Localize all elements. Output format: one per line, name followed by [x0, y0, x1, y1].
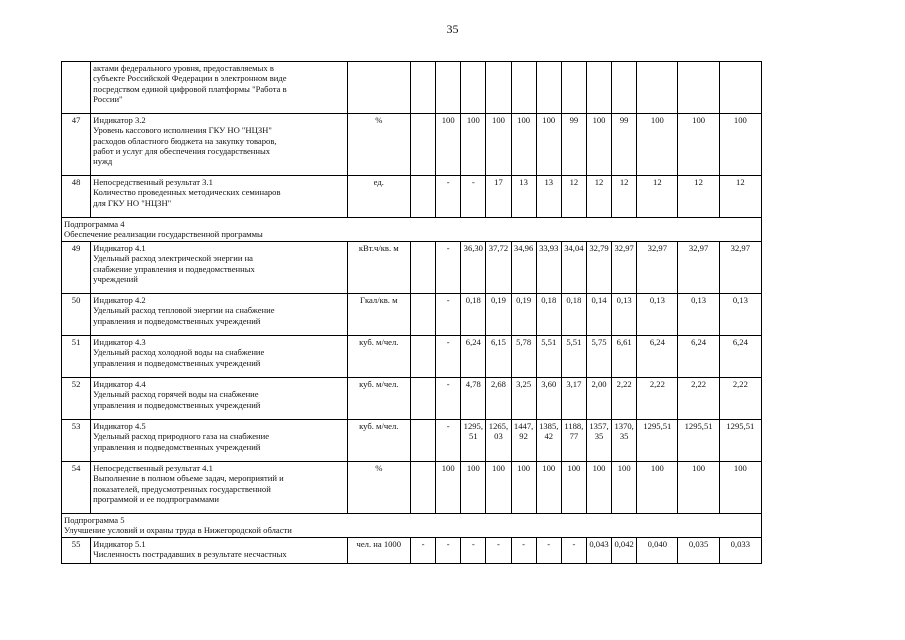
indicator-name-line: актами федерального уровня, предоставляемых в [93, 63, 274, 73]
row-number: 54 [62, 462, 91, 514]
value-cell: 100 [486, 462, 511, 514]
indicator-name-line: Удельный расход электрической энергии на [93, 253, 253, 264]
value-cell [561, 62, 586, 114]
indicator-name-line: Удельный расход природного газа на снабжение [93, 431, 270, 442]
value-cell: 100 [461, 114, 486, 176]
value-cell: 32,97 [612, 242, 637, 294]
value-cell: 2,00 [586, 378, 611, 420]
value-cell: 2,22 [637, 378, 678, 420]
table-row [62, 294, 762, 336]
value-cell: 100 [511, 462, 536, 514]
value-cell: 1295,51 [637, 420, 678, 462]
indicator-name-line: субъекте Российской Федерации в электронном виде [93, 73, 287, 84]
unit-cell: куб. м/чел. [347, 378, 410, 420]
value-cell [410, 462, 435, 514]
value-cell: 0,035 [678, 538, 719, 564]
indicator-name-line: для ГКУ НО "НЦЗН" [93, 197, 172, 208]
value-cell [410, 336, 435, 378]
value-cell: 100 [586, 114, 611, 176]
row-number: 51 [62, 336, 91, 378]
value-cell: 100 [678, 114, 719, 176]
unit-cell [347, 62, 410, 114]
value-cell [678, 62, 719, 114]
value-cell: 1188,77 [561, 420, 586, 462]
value-cell: 2,22 [678, 378, 719, 420]
indicator-name [91, 336, 347, 378]
value-cell: 100 [719, 114, 761, 176]
value-cell: 3,17 [561, 378, 586, 420]
value-cell: 3,60 [536, 378, 561, 420]
value-cell [637, 62, 678, 114]
value-cell: 12 [637, 176, 678, 218]
value-cell: 100 [637, 114, 678, 176]
unit-cell: куб. м/чел. [347, 336, 410, 378]
value-cell [410, 294, 435, 336]
value-cell: 0,13 [678, 294, 719, 336]
value-cell: 32,97 [719, 242, 761, 294]
value-cell: 5,51 [536, 336, 561, 378]
value-cell: - [436, 336, 461, 378]
value-cell: 32,97 [678, 242, 719, 294]
value-cell: 100 [637, 462, 678, 514]
value-cell: 12 [678, 176, 719, 218]
value-cell: 1385,42 [536, 420, 561, 462]
value-cell [486, 62, 511, 114]
indicator-name-line: управления и подведомственных учреждений [93, 399, 261, 410]
value-cell: 5,75 [586, 336, 611, 378]
indicator-name [91, 294, 347, 336]
indicator-name-line: Индикатор 4.2 [93, 295, 146, 305]
value-cell: - [436, 538, 461, 564]
indicator-name-line: Численность пострадавших в результате несчастных [93, 549, 287, 560]
value-cell [410, 62, 435, 114]
value-cell: 2,22 [719, 378, 761, 420]
value-cell: - [436, 378, 461, 420]
indicator-name-line: Индикатор 3.2 [93, 115, 146, 125]
indicator-name-line: Индикатор 4.3 [93, 337, 146, 347]
value-cell: 1370,35 [612, 420, 637, 462]
value-cell: - [561, 538, 586, 564]
row-number: 49 [62, 242, 91, 294]
value-cell: 1357,35 [586, 420, 611, 462]
value-cell: 100 [678, 462, 719, 514]
value-cell: 12 [612, 176, 637, 218]
value-cell: - [436, 242, 461, 294]
value-cell: 1265,03 [486, 420, 511, 462]
row-number: 50 [62, 294, 91, 336]
row-number [62, 62, 91, 114]
unit-cell: % [347, 462, 410, 514]
value-cell: - [436, 420, 461, 462]
table-row [62, 114, 762, 176]
value-cell: 13 [511, 176, 536, 218]
value-cell: 17 [486, 176, 511, 218]
row-number: 52 [62, 378, 91, 420]
value-cell: 100 [436, 114, 461, 176]
value-cell: 34,96 [511, 242, 536, 294]
indicator-name-line: расходов областного бюджета на закупку товаров, [93, 135, 277, 146]
value-cell: 100 [561, 462, 586, 514]
value-cell: 6,24 [678, 336, 719, 378]
indicator-name [91, 538, 347, 564]
indicator-name-line: посредством единой цифровой платформы "Работа в [93, 83, 287, 94]
indicator-name-line: программой и ее подпрограммами [93, 493, 219, 504]
value-cell: 37,72 [486, 242, 511, 294]
value-cell: 0,18 [461, 294, 486, 336]
unit-cell: чел. на 1000 [347, 538, 410, 564]
indicator-name-line: России" [93, 93, 123, 104]
table-row [62, 420, 762, 462]
indicator-name-line: Удельный расход горячей воды на снабжение [93, 389, 259, 400]
section-line: Улучшение условий и охраны труда в Нижегородской области [64, 525, 292, 536]
indicator-name-line: Индикатор 4.4 [93, 379, 146, 389]
value-cell [719, 62, 761, 114]
value-cell: 0,18 [561, 294, 586, 336]
value-cell: - [410, 538, 435, 564]
value-cell: 12 [719, 176, 761, 218]
indicator-name-line: Выполнение в полном объеме задач, мероприятий и [93, 473, 284, 484]
value-cell: - [461, 538, 486, 564]
value-cell: 0,033 [719, 538, 761, 564]
value-cell: 34,04 [561, 242, 586, 294]
value-cell: - [486, 538, 511, 564]
table-row [62, 62, 762, 114]
table-row [62, 378, 762, 420]
value-cell: 100 [586, 462, 611, 514]
value-cell: 4,78 [461, 378, 486, 420]
section-row [62, 218, 762, 242]
indicator-name-line: работ и услуг для обеспечения государственных [93, 145, 271, 156]
table-row [62, 336, 762, 378]
indicator-name [91, 176, 347, 218]
row-number: 53 [62, 420, 91, 462]
row-number: 47 [62, 114, 91, 176]
value-cell: 99 [561, 114, 586, 176]
value-cell: 12 [586, 176, 611, 218]
indicator-name-line: нужд [93, 156, 113, 167]
value-cell: 6,61 [612, 336, 637, 378]
indicator-name-line: Удельный расход тепловой энергии на снабжение [93, 305, 275, 316]
unit-cell: кВт.ч/кв. м [347, 242, 410, 294]
indicator-name-line: Уровень кассового исполнения ГКУ НО "НЦЗН" [93, 125, 272, 136]
value-cell: 100 [719, 462, 761, 514]
value-cell: - [511, 538, 536, 564]
indicator-name [91, 242, 347, 294]
indicator-name-line: Непосредственный результат 4.1 [93, 463, 213, 473]
indicators-table [61, 61, 762, 564]
indicator-name-line: Удельный расход холодной воды на снабжение [93, 347, 265, 358]
unit-cell: куб. м/чел. [347, 420, 410, 462]
unit-cell: % [347, 114, 410, 176]
value-cell: 100 [436, 462, 461, 514]
table-row [62, 176, 762, 218]
value-cell: 6,24 [461, 336, 486, 378]
value-cell: 2,68 [486, 378, 511, 420]
value-cell [410, 420, 435, 462]
table-row [62, 462, 762, 514]
value-cell: 3,25 [511, 378, 536, 420]
value-cell: 13 [536, 176, 561, 218]
value-cell: 100 [461, 462, 486, 514]
value-cell: 100 [511, 114, 536, 176]
table-row [62, 538, 762, 564]
value-cell: 0,13 [719, 294, 761, 336]
value-cell: - [461, 176, 486, 218]
value-cell: 1295,51 [461, 420, 486, 462]
indicator-name-line: Количество проведенных методических семинаров [93, 187, 281, 198]
value-cell [586, 62, 611, 114]
value-cell: - [436, 294, 461, 336]
page-number: 35 [446, 22, 459, 36]
value-cell: 1447,92 [511, 420, 536, 462]
value-cell [536, 62, 561, 114]
section-title [62, 218, 762, 242]
indicator-name-line: показателей, предусмотренных государственной [93, 483, 271, 494]
value-cell: 1295,51 [678, 420, 719, 462]
value-cell [436, 62, 461, 114]
indicator-name-line: управления и подведомственных учреждений [93, 315, 261, 326]
indicator-name [91, 378, 347, 420]
value-cell: 99 [612, 114, 637, 176]
indicator-name [91, 62, 347, 114]
value-cell: 5,51 [561, 336, 586, 378]
value-cell: 0,19 [511, 294, 536, 336]
value-cell: 100 [486, 114, 511, 176]
value-cell: 0,13 [637, 294, 678, 336]
section-title [62, 514, 762, 538]
indicator-name-line: Индикатор 4.5 [93, 421, 146, 431]
value-cell: 6,24 [719, 336, 761, 378]
value-cell [410, 114, 435, 176]
section-line: Подпрограмма 5 [64, 515, 125, 525]
indicator-name [91, 420, 347, 462]
value-cell [410, 176, 435, 218]
indicator-name-line: снабжение управления и подведомственных [93, 263, 255, 274]
value-cell: 6,15 [486, 336, 511, 378]
section-row [62, 514, 762, 538]
value-cell: 12 [561, 176, 586, 218]
value-cell [410, 242, 435, 294]
value-cell [511, 62, 536, 114]
value-cell [612, 62, 637, 114]
indicator-name-line: Непосредственный результат 3.1 [93, 177, 213, 187]
value-cell: 100 [536, 114, 561, 176]
value-cell: 1295,51 [719, 420, 761, 462]
value-cell: 2,22 [612, 378, 637, 420]
row-number: 48 [62, 176, 91, 218]
unit-cell: Гкал/кв. м [347, 294, 410, 336]
table-row [62, 242, 762, 294]
value-cell: 0,18 [536, 294, 561, 336]
unit-cell: ед. [347, 176, 410, 218]
value-cell: 0,19 [486, 294, 511, 336]
value-cell: 32,97 [637, 242, 678, 294]
value-cell: 36,30 [461, 242, 486, 294]
value-cell: 0,14 [586, 294, 611, 336]
value-cell: 0,13 [612, 294, 637, 336]
indicator-name-line: Индикатор 5.1 [93, 539, 146, 549]
value-cell: 0,042 [612, 538, 637, 564]
section-line: Обеспечение реализации государственной программы [64, 229, 263, 240]
indicator-name-line: управления и подведомственных учреждений [93, 441, 261, 452]
value-cell: - [436, 176, 461, 218]
indicator-name-line: Индикатор 4.1 [93, 243, 146, 253]
value-cell: 6,24 [637, 336, 678, 378]
value-cell [410, 378, 435, 420]
value-cell: 33,93 [536, 242, 561, 294]
section-line: Подпрограмма 4 [64, 219, 125, 229]
row-number: 55 [62, 538, 91, 564]
value-cell: 32,79 [586, 242, 611, 294]
value-cell: 5,78 [511, 336, 536, 378]
indicator-name [91, 462, 347, 514]
value-cell: 100 [612, 462, 637, 514]
value-cell: 0,040 [637, 538, 678, 564]
value-cell: 0,043 [586, 538, 611, 564]
value-cell: 100 [536, 462, 561, 514]
indicator-name [91, 114, 347, 176]
value-cell [461, 62, 486, 114]
indicator-name-line: управления и подведомственных учреждений [93, 357, 261, 368]
value-cell: - [536, 538, 561, 564]
indicator-name-line: учреждений [93, 273, 138, 284]
